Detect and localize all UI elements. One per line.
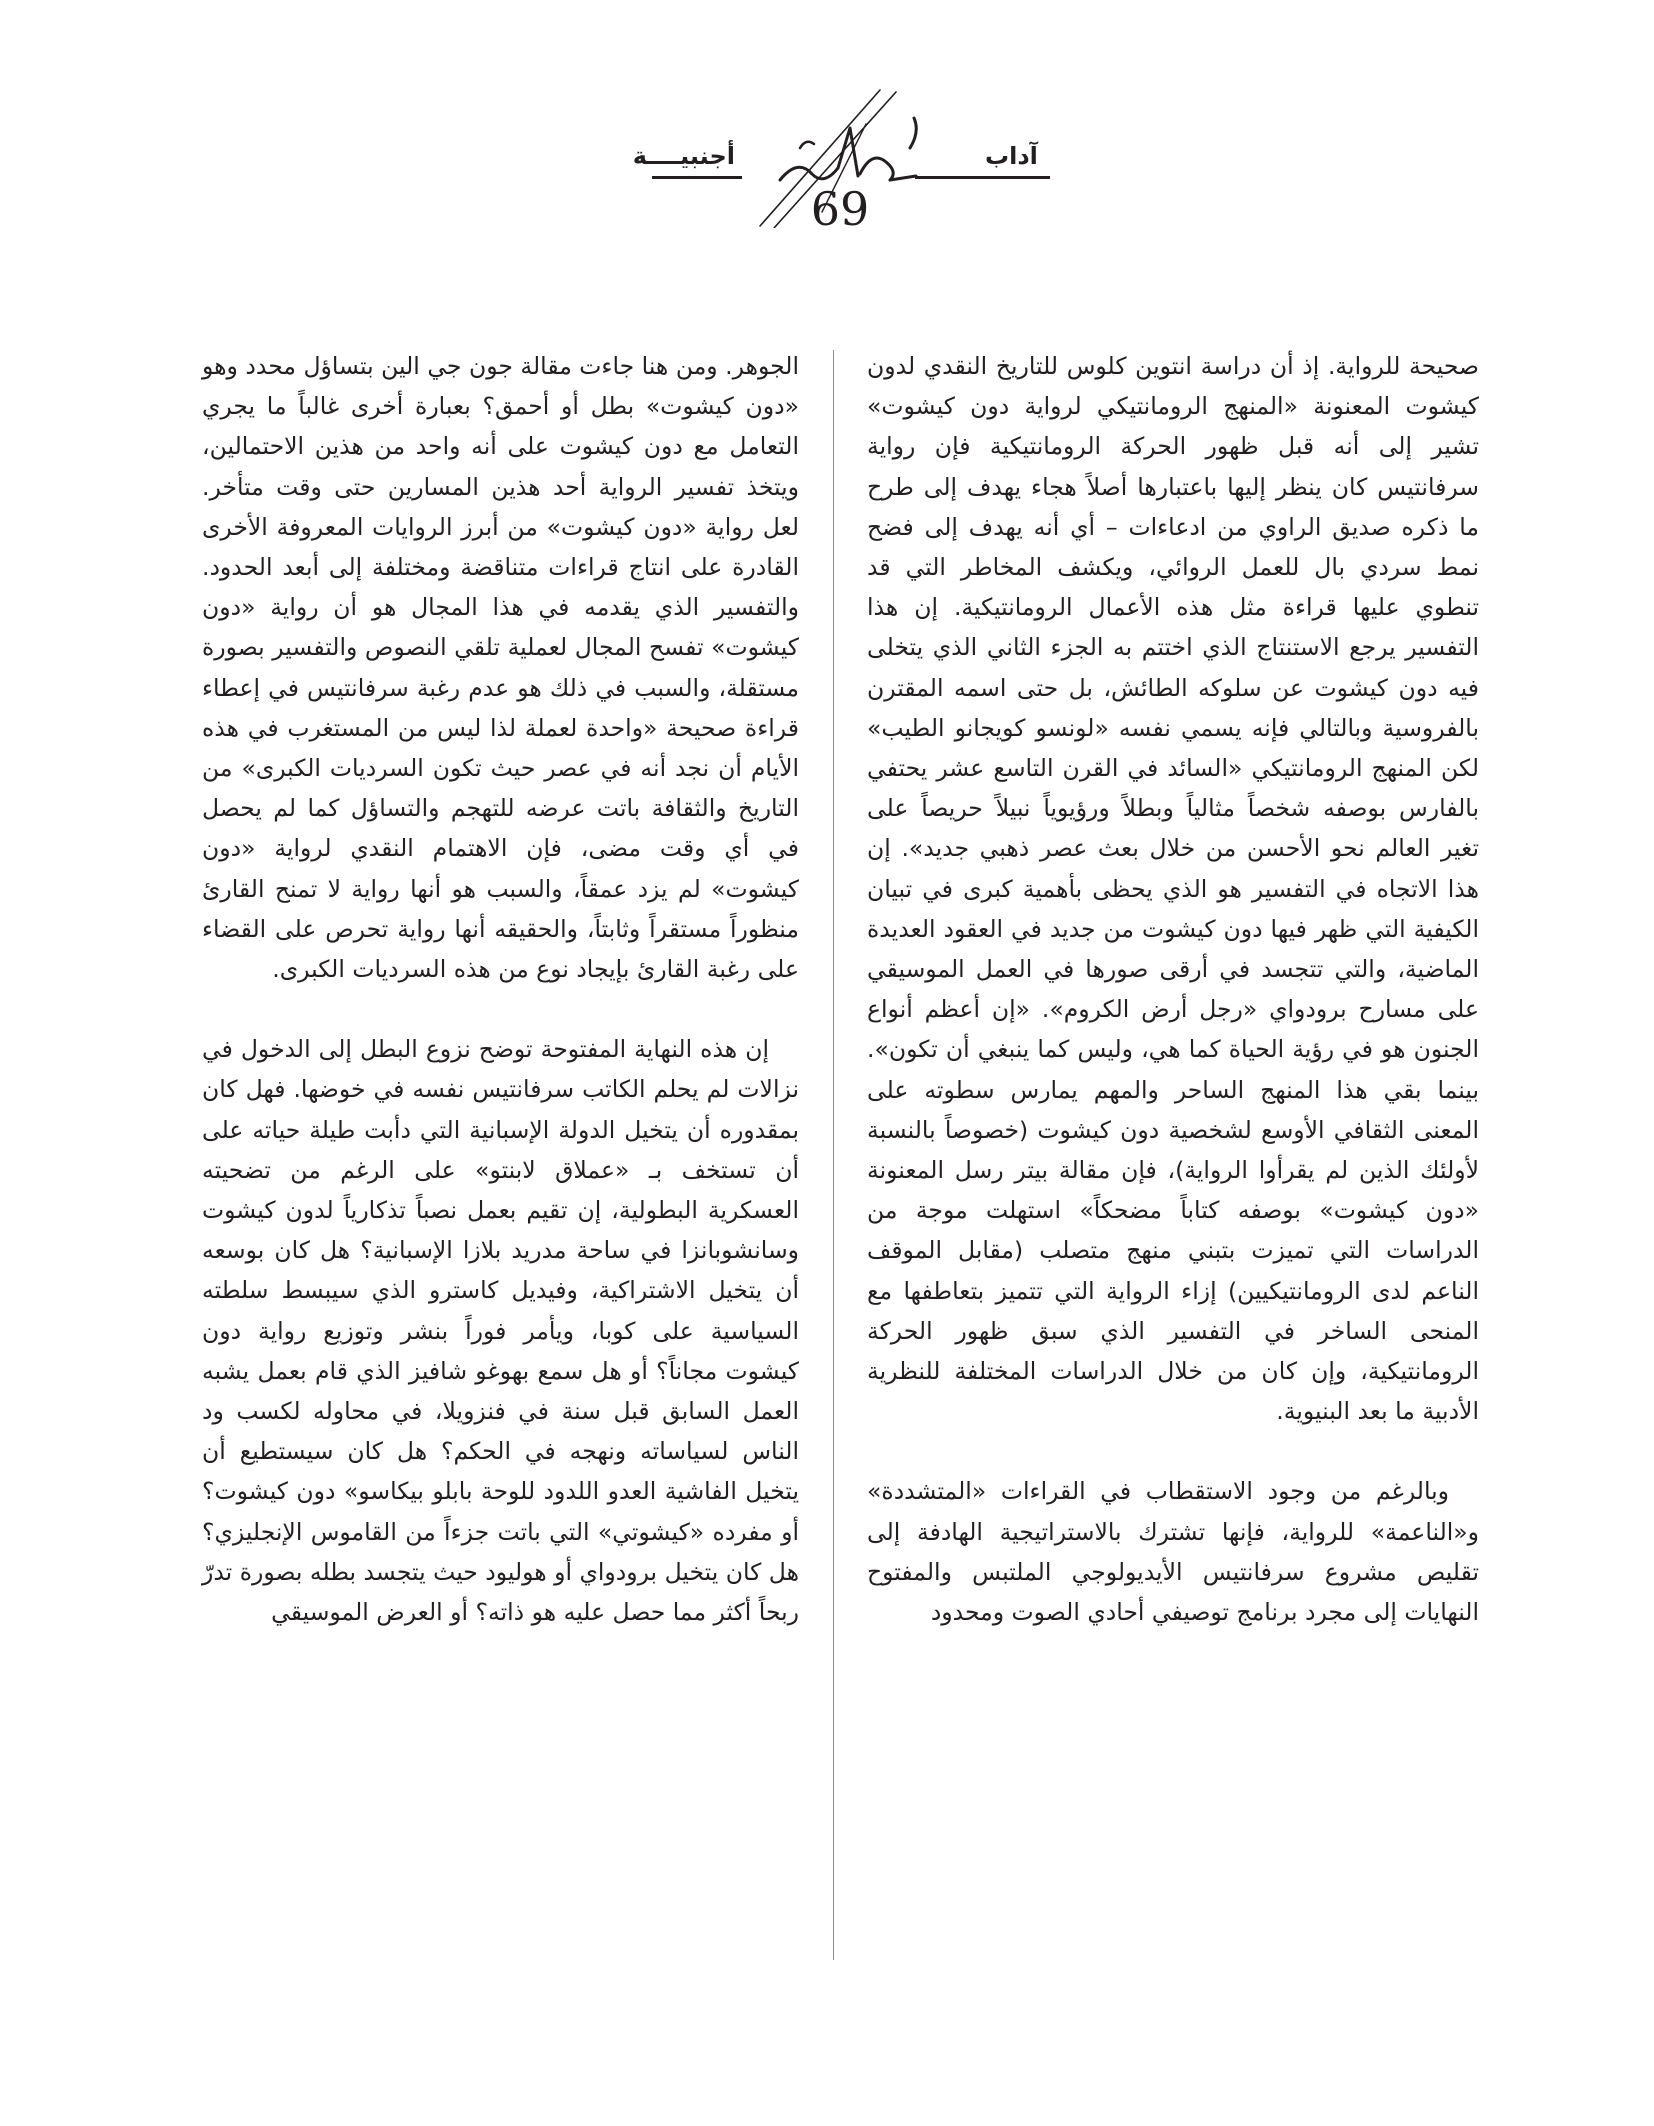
header-section-word-foreign: أجنبيــــة xyxy=(632,142,735,170)
page-header xyxy=(0,0,1654,260)
column-divider xyxy=(833,350,834,1960)
paragraph: الجوهر. ومن هنا جاءت مقالة جون جي الين بتساؤل محدد وهو «دون كيشوت» بطل أو أحمق؟ بعبارة أخرى غالباً ما يجري التعامل مع دون كيشوت على أنه واحد من هذين الاحتمالين، ويتخذ تفسير الرواية أحد هذين المسارين حتى وقت متأخر. لعل رواية «دون كيشوت» من أبرز الروايات المعروفة الأخرى القادرة على انتاج قراءات متناقضة ومختلفة إلى أبعد الحدود. والتفسير الذي يقدمه في هذا المجال هو أن رواية «دون كيشوت» تفسح المجال لعملية تلقي النصوص والتفسير بصورة مستقلة، والسبب في ذلك هو عدم رغبة سرفانتيس في إعطاء قراءة صحيحة «واحدة لعملة لذا ليس من المستغرب في هذه الأيام أن نجد أنه في عصر حيث تكون السرديات الكبرى» من التاريخ والثقافة باتت عرضه للتهجم والتساؤل كما لم يحصل في أي وقت مضى، فإن الاهتمام النقدي لرواية «دون كيشوت» لم يزد عمقاً، والسبب هو أنها رواية لا تمنح القارئ منظوراً مستقراً وثابتاً، والحقيقه أنها رواية تحرص على القضاء على رغبة القارئ بإيجاد نوع من هذه السرديات الكبرى. xyxy=(202,352,799,984)
header-rule-left xyxy=(652,176,742,179)
paragraph: إن هذه النهاية المفتوحة توضح نزوع البطل إلى الدخول في نزالات لم يحلم الكاتب سرفانتيس نفسه في خوضها. فهل كان بمقدوره أن يتخيل الدولة الإسبانية التي دأبت طيلة حياته على أن تستخف بـ «عملاق لابنتو» على الرغم من تضحيته العسكرية البطولية، إن تقيم بعمل نصباً تذكارياً لدون كيشوت وسانشوبانزا في ساحة مدريد بلازا الإسبانية؟ هل كان بوسعه أن يتخيل الاشتراكية، وفيديل كاسترو الذي سيبسط سلطته السياسية على كوبا، ويأمر فوراً بنشر وتوزيع رواية دون كيشوت مجاناً؟ أو هل سمع بهوغو شافيز الذي قام بعمل يشبه العمل السابق قبل سنة في فنزويلا، في محاوله لكسب ود الناس لسياساته ونهجه في الحكم؟ هل كان سيستطيع أن يتخيل الفاشية العدو اللدود للوحة بابلو بيكاسو» دون كيشوت؟ أو مفرده «كيشوتي» التي باتت جزءاً من القاموس الإنجليزي؟ هل كان يتخيل برودواي أو هوليود حيث يتجسد بطله بصورة تدرّ ربحاً أكثر مما حصل عليه هو ذاته؟ أو العرض الموسيقي xyxy=(202,1035,799,1627)
paragraph: صحيحة للرواية. إذ أن دراسة انتوين كلوس للتاريخ النقدي لدون كيشوت المعنونة «المنهج الرومانتيكي لرواية دون كيشوت» تشير إلى أنه قبل ظهور الحركة الرومانتيكية فإن رواية سرفانتيس كان ينظر إليها باعتبارها أصلاً هجاء يهدف إلى طرح ما ذكره صديق الراوي من ادعاءات – أي أنه يهدف إلى فضح نمط سردي بال للعمل الروائي، ويكشف المخاطر التي قد تنطوي عليها قراءة مثل هذه الأعمال الرومانتيكية. إن هذا التفسير يرجع الاستنتاج الذي اختتم به الجزء الثاني الذي يتخلى فيه دون كيشوت عن سلوكه الطائش، بل حتى اسمه المقترن بالفروسية وبالتالي فإنه يسمي نفسه «لونسو كويجانو الطيب» لكن المنهج الرومانتيكي «السائد في القرن التاسع عشر يحتفي بالفارس بوصفه شخصاً مثالياً وبطلاً ورؤيوياً نبيلاً حريصاً على تغير العالم نحو الأحسن من خلال بعث عصر ذهبي جديد». إن هذا الاتجاه في التفسير هو الذي يحظى بأهمية كبرى في تبيان الكيفية التي ظهر فيها دون كيشوت من جديد في العقود العديدة الماضية، والتي تتجسد في أرقى صورها في العمل الموسيقي على مسارح برودواي «رجل أرض الكروم». «إن أعظم أنواع الجنون هو في رؤية الحياة كما هي، وليس كما ينبغي أن تكون». بينما بقي هذا المنهج الساحر والمهم يمارس سطوته على المعنى الثقافي الأوسع لشخصية دون كيشوت (خصوصاً بالنسبة لأولئك الذين لم يقرأوا الرواية)، فإن مقالة بيتر رسل المعنونة «دون كيشوت» بوصفه كتاباً مضحكاً» استهلت موجة من الدراسات التي تميزت بتبني منهج متصلب (مقابل الموقف الناعم لدى الرومانتيكيين) إزاء الرواية التي تتميز بتعاطفها مع المنحى الساخر في التفسير الذي سبق ظهور الحركة الرومانتيكية، وإن كان من خلال الدراسات المختلفة للنظرية الأدبية ما بعد البنيوية. xyxy=(867,352,1479,1426)
text-column-right xyxy=(867,346,1479,1632)
header-section-word-literature: آداب xyxy=(985,142,1038,170)
paragraph: وبالرغم من وجود الاستقطاب في القراءات «المتشددة» و«الناعمة» للرواية، فإنها تشترك بالاستراتيجية الهادفة إلى تقليص مشروع سرفانتيس الأيديولوجي الملتبس والمفتوح النهايات إلى مجرد برنامج توصيفي أحادي الصوت ومحدود xyxy=(867,1477,1479,1627)
text-column-left xyxy=(202,346,799,1632)
page-number: 69 xyxy=(810,182,870,236)
